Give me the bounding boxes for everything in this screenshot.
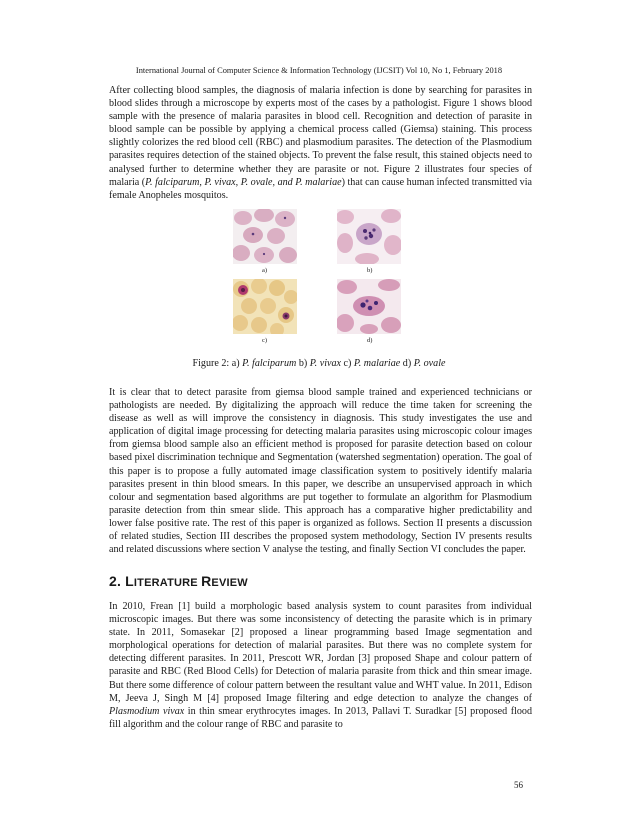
panel-b-vivax-image <box>337 209 401 264</box>
species-list: P. falciparum, P. vivax, P. ovale, and P. malariae <box>145 176 342 188</box>
page-number: 56 <box>514 780 523 790</box>
figure-2 <box>233 209 403 349</box>
panel-d-ovale-image <box>337 279 401 334</box>
section-number: 2. L <box>109 573 134 589</box>
figure-caption <box>0 358 638 369</box>
paragraph-approach: It is clear that to detect parasite from giemsa blood sample trained and experienced technicians or pathologists are needed. By digitalizing the approach will reduce the time taken for screening the disease as well as will improve the consistency in diagnosis. This study investigates the use and application of digital image processing for detecting malaria parasites using microscopic colour images from giemsa blood sample also an efficient method is proposed for parasite detection based on colour based pixel discrimination technique and Segmentation (watershed segmentation) operation. The goal of this paper is to propose a fully automated image classification system to positively identify malaria parasites present in thin blood smears. In this paper, we describe an unsupervised approach in which colour and segmentation based algorithms are put together to formulate an algorithm for Plasmodium parasite detection from thin smear slide. This approach has a comparative higher predictability and lower false positive rate. The rest of this paper is organized as follows. Section II presents a discussion of related studies, Section III describes the proposed system methodology, Section IV presents results and related discussions where section V analyse the testing, and finally Section VI concludes the paper. <box>109 387 532 556</box>
section-word2-initial: R <box>201 573 212 589</box>
section-word2: EVIEW <box>211 577 248 589</box>
caption-species-b: P. vivax <box>309 358 341 369</box>
paragraph-literature-text-a: In 2010, Frean [1] build a morphologic based analysis system to count parasites from individual microscopic images. But there was some inconsistency of detecting the parasite which is in primary state. In 2011, Somasekar [2] proposed a linear programming based Image segmentation and morphological operations for detection of malarial parasites. But there was no complete system for detecting different parasites. In 2011, Prescott WR, Jordan [3] proposed Shape and colour pattern of parasite and RBC (Red Blood Cells) for Detection of malaria parasite from thick and thin smear image. But there some difference of colour pattern between the resultant value and WHT value. In 2011, Edison M, Jeeva J, Singh M [4] proposed Image filtering and edge detection to analyze the changes of <box>109 601 532 704</box>
caption-species-a: P. falciparum <box>242 358 297 369</box>
paragraph-intro-text-a: After collecting blood samples, the diagnosis of malaria infection is done by searching for parasites in blood slides through a microscope by experts most of the cases by a pathologist. Figure 1 shows blood sample with the presence of malaria parasites in blood cell. Recognition and detection of parasite in blood sample can be possible by applying a chemical process called (Giemsa) staining. This process slightly colorizes the red blood cell (RBC) and plasmodium parasites. The detection of the Plasmodium parasites requires detection of the stained objects. To prevent the false result, this stained objects need to analysed further to determine whether they are parasite or not. Figure 2 illustrates four species of malaria ( <box>109 85 532 188</box>
panel-d-label: d) <box>367 337 373 344</box>
caption-sep-b: b) <box>296 358 310 369</box>
panel-a-label: a) <box>262 267 268 274</box>
paragraph-literature <box>109 600 532 731</box>
panel-b-label: b) <box>367 267 373 274</box>
caption-species-d: P. ovale <box>413 358 446 369</box>
caption-prefix: Figure 2: a) <box>192 358 243 369</box>
section-heading-literature-review <box>109 573 248 589</box>
running-header: International Journal of Computer Science & Information Technology (IJCSIT) Vol 10, No 1, February 2018 <box>135 66 503 75</box>
panel-c-label: c) <box>262 337 268 344</box>
caption-sep-d: d) <box>400 358 414 369</box>
paragraph-intro-text-b: ) that can cause human infected transmitted via female Anopheles mosquitos. <box>109 176 532 201</box>
paragraph-intro <box>109 84 532 202</box>
section-word1: ITERATURE <box>133 577 202 589</box>
paragraph-literature-text-b: in thin smear erythrocytes images. In 2013, Pallavi T. Suradkar [5] proposed flood fill algorithm and the colour range of RBC and parasite to <box>109 705 532 730</box>
caption-species-c: P. malariae <box>353 358 401 369</box>
panel-c-malariae-image <box>233 279 297 334</box>
panel-a-falciparum-image <box>233 209 297 264</box>
caption-sep-c: c) <box>341 358 354 369</box>
species-vivax: Plasmodium vivax <box>109 705 185 717</box>
